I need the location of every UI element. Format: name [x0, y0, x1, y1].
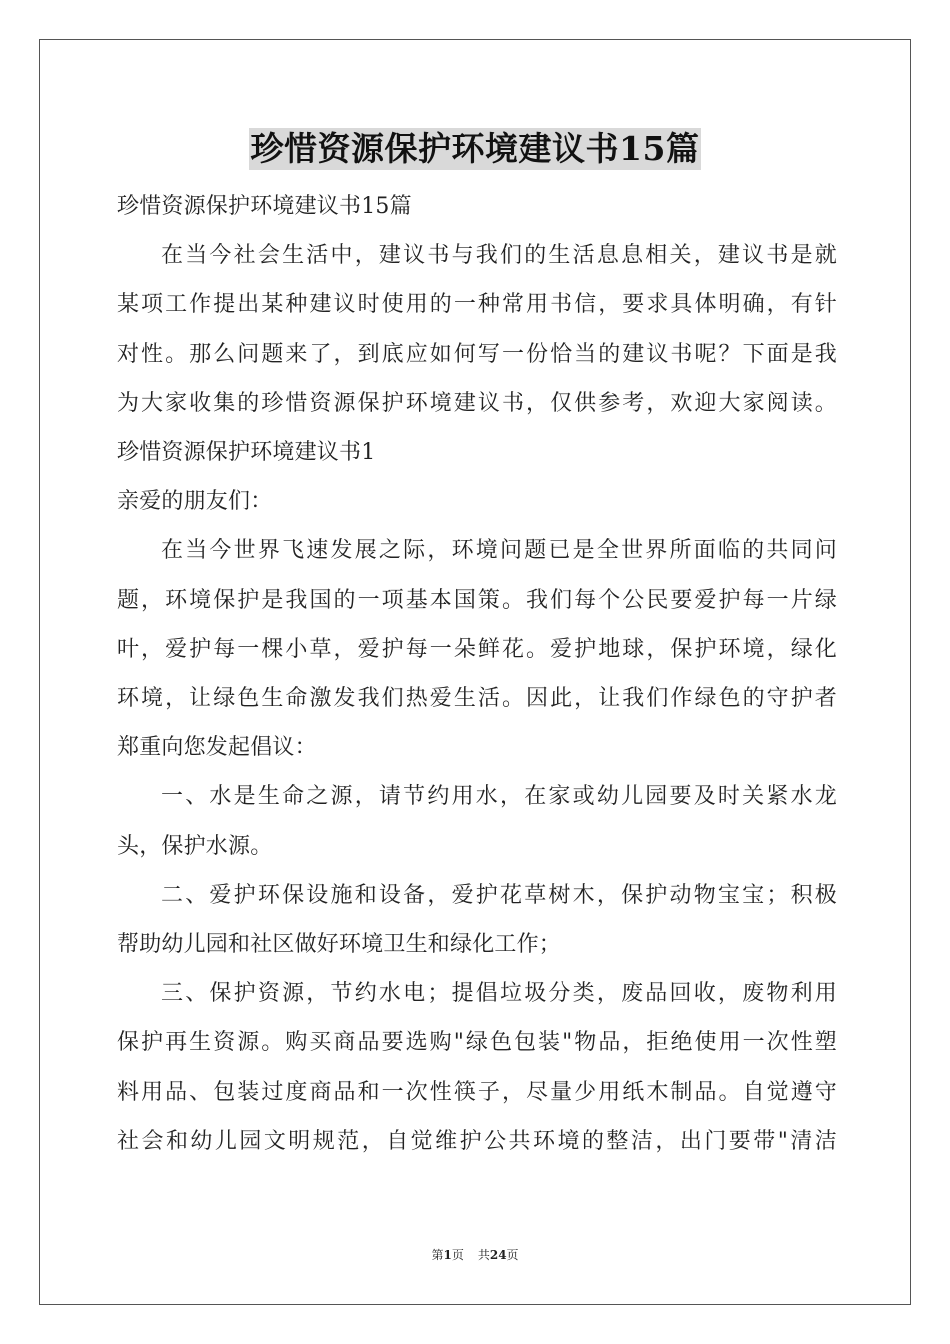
body-line: 二、爱护环保设施和设备，爱护花草树木，保护动物宝宝；积极 — [161, 882, 837, 908]
body-line: 在当今世界飞速发展之际，环境问题已是全世界所面临的共同问 — [161, 538, 837, 564]
body-line: 社会和幼儿园文明规范，自觉维护公共环境的整洁，出门要带"清洁 — [117, 1128, 837, 1154]
document-title: 珍惜资源保护环境建议书15篇 — [250, 129, 700, 168]
body-line: 头，保护水源。 — [117, 833, 273, 859]
salutation: 亲爱的朋友们： — [117, 489, 273, 515]
body-line: 在当今社会生活中，建议书与我们的生活息息相关，建议书是就 — [161, 243, 837, 269]
page-prefix: 第 — [431, 1248, 444, 1262]
body-line: 保护再生资源。购买商品要选购"绿色包装"物品，拒绝使用一次性塑 — [117, 1030, 837, 1056]
body-line: 环境，让绿色生命激发我们热爱生活。因此，让我们作绿色的守护者 — [117, 686, 837, 712]
body-line: 题，环境保护是我国的一项基本国策。我们每个公民要爱护每一片绿 — [117, 587, 837, 613]
section-heading: 珍惜资源保护环境建议书1 — [117, 440, 376, 466]
body-line: 帮助幼儿园和社区做好环境卫生和绿化工作； — [117, 932, 562, 958]
body-line: 一、水是生命之源，请节约用水，在家或幼儿园要及时关紧水龙 — [161, 784, 837, 810]
total-prefix: 共 — [477, 1248, 490, 1262]
subtitle-line: 珍惜资源保护环境建议书15篇 — [117, 194, 412, 219]
document-body — [117, 182, 837, 1166]
page-suffix: 页 — [451, 1248, 464, 1262]
body-line: 为大家收集的珍惜资源保护环境建议书，仅供参考，欢迎大家阅读。 — [117, 390, 837, 416]
body-line: 郑重向您发起倡议： — [117, 735, 317, 761]
page-number: 1 — [443, 1248, 452, 1262]
body-line: 三、保护资源，节约水电；提倡垃圾分类，废品回收，废物利用 — [161, 981, 837, 1007]
total-suffix: 页 — [506, 1248, 519, 1262]
total-pages: 24 — [489, 1248, 507, 1262]
body-line: 某项工作提出某种建议时使用的一种常用书信，要求具体明确，有针 — [117, 292, 837, 318]
body-line: 料用品、包装过度商品和一次性筷子，尽量少用纸木制品。自觉遵守 — [117, 1079, 837, 1105]
title-container — [0, 128, 950, 170]
body-line: 叶，爱护每一棵小草，爱护每一朵鲜花。爱护地球，保护环境，绿化 — [117, 636, 837, 662]
body-line: 对性。那么问题来了，到底应如何写一份恰当的建议书呢？下面是我 — [117, 341, 837, 367]
page-footer — [0, 1247, 950, 1263]
